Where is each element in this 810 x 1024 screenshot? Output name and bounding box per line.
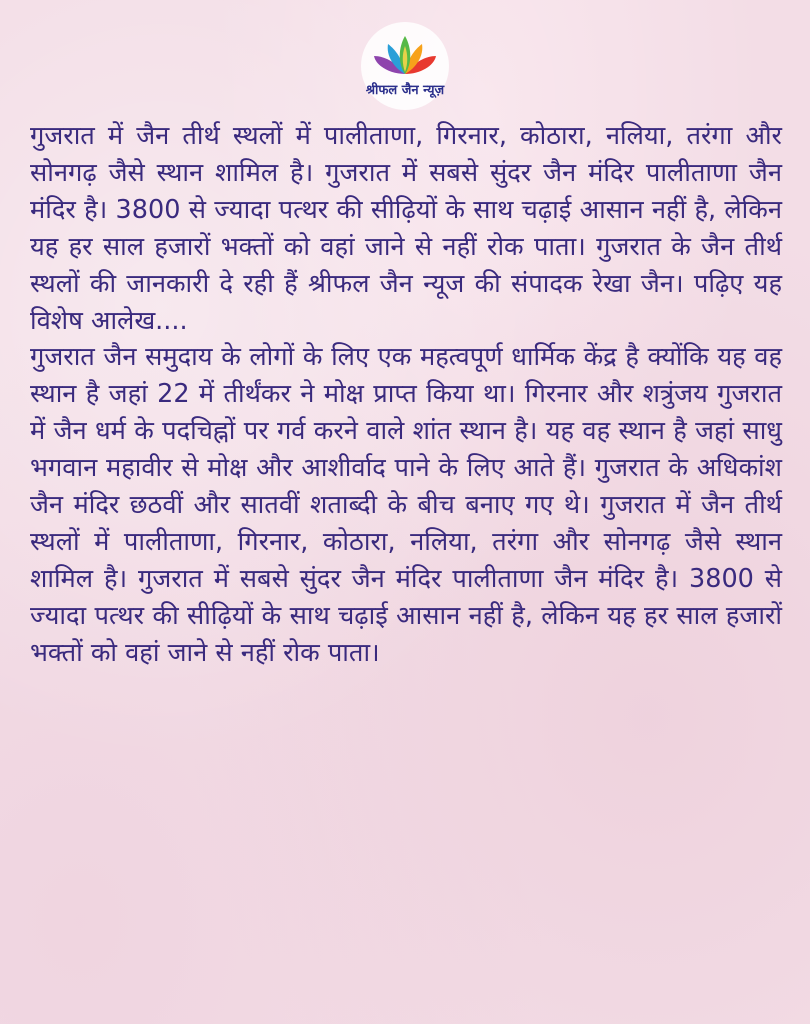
lotus-icon xyxy=(372,30,438,78)
logo-text: श्रीफल जैन न्यूज़ xyxy=(365,83,445,98)
article-paragraph-intro: गुजरात में जैन तीर्थ स्थलों में पालीताणा, गिरनार, कोठारा, नलिया, तरंगा और सोनगढ़ जैसे स्थान शामिल है। गुजरात में सबसे सुंदर जैन मंदिर पालीताणा जैन मंदिर है। 3800 से ज्यादा पत्थर की सीढ़ियों के साथ चढ़ाई आसान नहीं है, लेकिन यह हर साल हजारों भक्तों को वहां जाने से नहीं रोक पाता। गुजरात के जैन तीर्थ स्थलों की जानकारी दे रही हैं श्रीफल जैन न्यूज की संपादक रेखा जैन। पढ़िए यह विशेष आलेख.... xyxy=(30,121,782,336)
article-body xyxy=(30,118,782,672)
article-paragraph-main: गुजरात जैन समुदाय के लोगों के लिए एक महत्वपूर्ण धार्मिक केंद्र है क्योंकि यह वह स्थान है जहां 22 में तीर्थंकर ने मोक्ष प्राप्त किया था। गिरनार और शत्रुंजय गुजरात में जैन धर्म के पदचिह्नों पर गर्व करने वाले शांत स्थान है। यह वह स्थान है जहां साधु भगवान महावीर से मोक्ष और आशीर्वाद पाने के लिए आते हैं। गुजरात के अधिकांश जैन मंदिर छठवीं और सातवीं शताब्दी के बीच बनाए गए थे। गुजरात में जैन तीर्थ स्थलों में पालीताणा, गिरनार, कोठारा, नलिया, तरंगा और सोनगढ़ जैसे स्थान शामिल है। गुजरात में सबसे सुंदर जैन मंदिर पालीताणा जैन मंदिर है। 3800 से ज्यादा पत्थर की सीढ़ियों के साथ चढ़ाई आसान नहीं है, लेकिन यह हर साल हजारों भक्तों को वहां जाने से नहीं रोक पाता। xyxy=(30,342,782,668)
brand-logo xyxy=(345,22,465,108)
